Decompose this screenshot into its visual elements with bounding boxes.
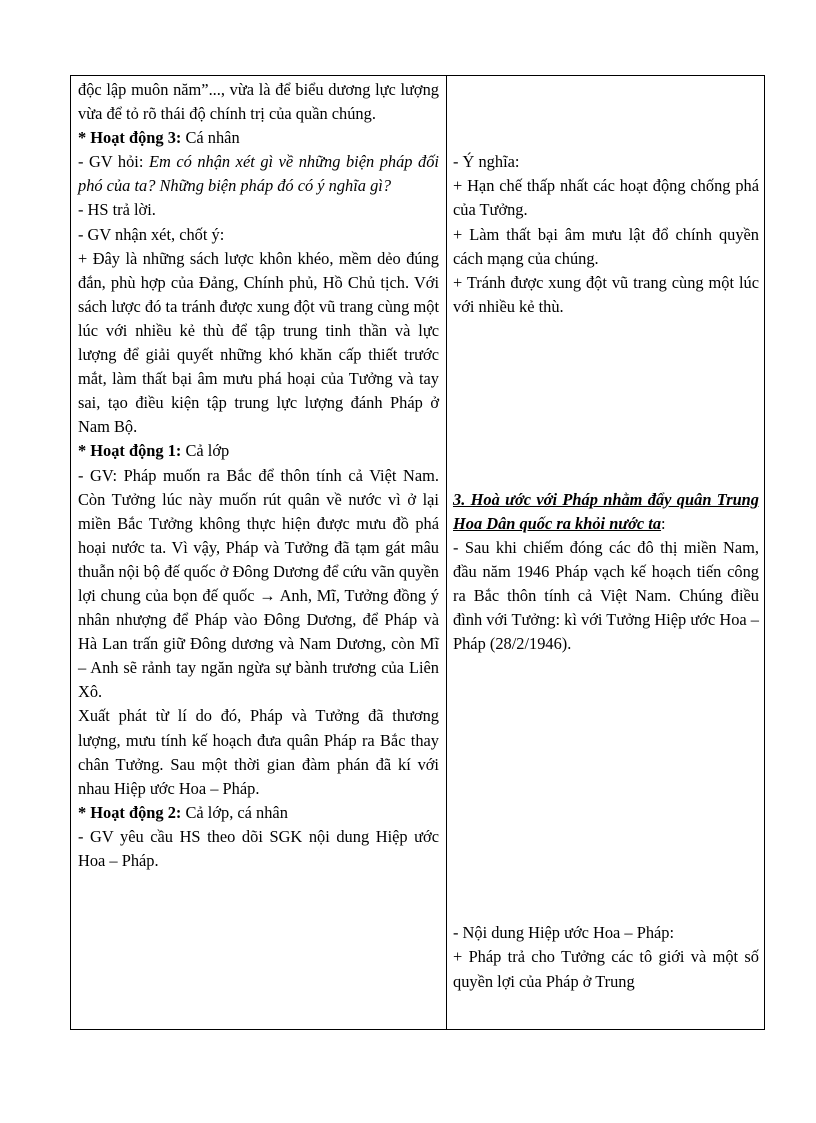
activity-2-teacher-text: - GV yêu cầu HS theo dõi SGK nội dung Hiệp ước Hoa – Pháp. <box>78 826 439 870</box>
intro-paragraph: độc lập muôn năm”..., vừa là để biểu dương lực lượng vừa để tỏ rõ thái độ chính trị của quần chúng. <box>78 80 439 124</box>
treaty-content-point-1: + Pháp trả cho Tưởng các tô giới và một số quyền lợi của Pháp ở Trung <box>453 947 759 991</box>
activity-3-conclusion: + Đây là những sách lược khôn khéo, mềm dẻo đúng đắn, phù hợp của Đảng, Chính phủ, Hồ Chủ tịch. Với sách lược đó ta tránh được xung đột vũ trang cùng một lúc với nhiều kẻ thù để tập trung tinh thần và lực lượng để giải quyết những khó khăn cấp thiết trước mắt, làm thất bại âm mưu phá hoại của Tưởng và tay sai, tạo điều kiện tập trung lực lượng đánh Pháp ở Nam Bộ. <box>78 248 439 437</box>
spacer <box>453 102 759 126</box>
activity-3-answer: - HS trả lời. <box>78 200 156 220</box>
activity-1-extra-text: Xuất phát từ lí do đó, Pháp và Tưởng đã thương lượng, mưu tính kế hoạch đưa quân Pháp ra Bắc thay chân Tưởng. Sau một thời gian đàm phán đã kí với nhau Hiệp ước Hoa – Pháp. <box>78 706 439 798</box>
spacer <box>453 78 759 102</box>
column-divider <box>446 76 447 1029</box>
activity-1-heading: * Hoạt động 1: Cả lớp <box>78 441 230 461</box>
right-column-content <box>453 78 759 994</box>
lesson-table <box>70 75 765 1030</box>
spacer <box>453 656 759 921</box>
spacer <box>453 126 759 150</box>
meaning-title: - Ý nghĩa: <box>453 152 520 172</box>
meaning-point-1: + Hạn chế thấp nhất các hoạt động chống phá của Tưởng. <box>453 176 759 220</box>
activity-3-heading: * Hoạt động 3: Cá nhân <box>78 128 240 148</box>
meaning-point-3: + Tránh được xung đột vũ trang cùng một lúc với nhiều kẻ thù. <box>453 272 759 316</box>
section-3-title: 3. Hoà ước với Pháp nhằm đẩy quân Trung Hoa Dân quốc ra khỏi nước ta: <box>453 489 759 533</box>
activity-1-teacher-text: - GV: Pháp muốn ra Bắc để thôn tính cả Việt Nam. Còn Tưởng lúc này muốn rút quân về nước vì ở lại miền Bắc Tưởng không thực hiện được mưu đồ phá hoại nước ta. Vì vậy, Pháp và Tưởng đã tạm gát mâu thuẫn nội bộ đế quốc ở Đông Dương để cứu vãn quyền lợi chung của bọn đế quốc → Anh, Mĩ, Tưởng đồng ý nhân nhượng để Pháp vào Đông Dương, để Pháp và Hà Lan trấn giữ Đông dương và Nam Dương, còn Mĩ – Anh sẽ rảnh tay ngăn ngừa sự bành trương của Liên Xô. <box>78 465 439 702</box>
left-column-activities <box>78 78 439 873</box>
meaning-point-2: + Làm thất bại âm mưu lật đổ chính quyền cách mạng của chúng. <box>453 224 759 268</box>
activity-3-question: - GV hỏi: Em có nhận xét gì về những biện pháp đối phó của ta? Những biện pháp đó có ý nghĩa gì? <box>78 152 439 196</box>
activity-2-heading: * Hoạt động 2: Cả lớp, cá nhân <box>78 802 288 822</box>
treaty-content-title: - Nội dung Hiệp ước Hoa – Pháp: <box>453 923 675 943</box>
section-3-text: - Sau khi chiếm đóng các đô thị miền Nam, đầu năm 1946 Pháp vạch kế hoạch tiến công ra Bắc thôn tính cả Việt Nam. Chúng điều đình với Tưởng: kì với Tưởng Hiệp ước Hoa – Pháp (28/2/1946). <box>453 537 759 654</box>
spacer <box>453 319 759 488</box>
activity-3-comment: - GV nhận xét, chốt ý: <box>78 224 225 244</box>
